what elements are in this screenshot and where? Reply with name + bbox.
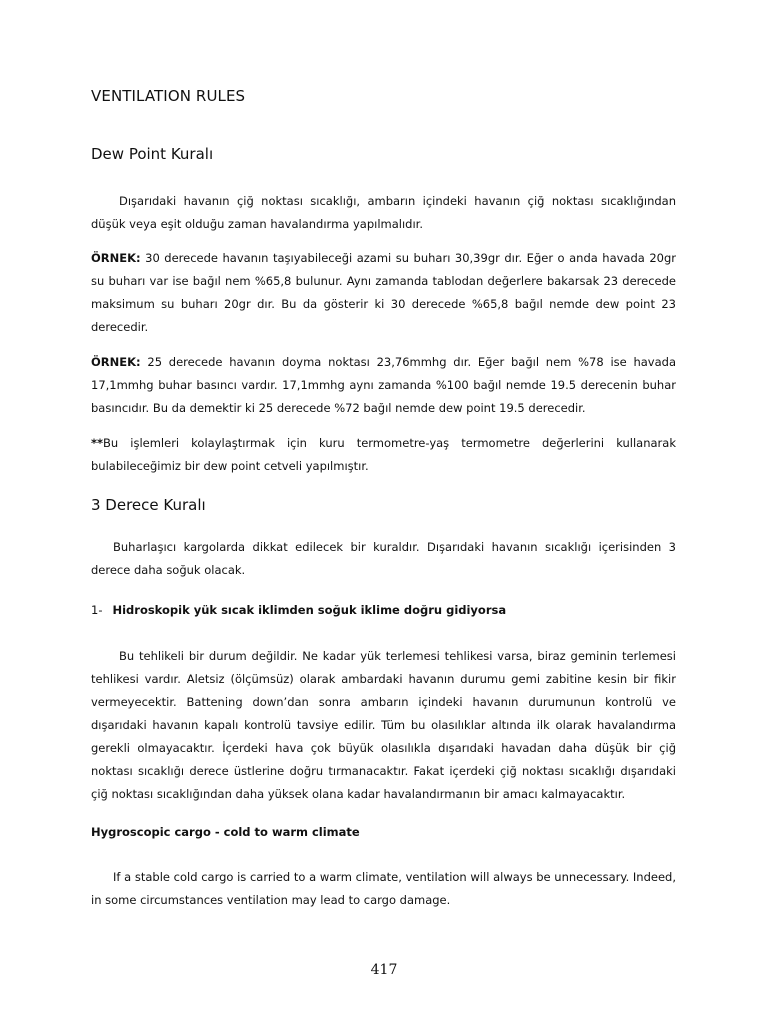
example-2-text: 25 derecede havanın doyma noktası 23,76mmhg dır. Eğer bağıl nem %78 ise havada 17,1mmhg buhar basıncı vardır. 17,1mmhg aynı zamanda %100 bağıl nemde 19.5 derecenin buhar basıncıdır. Bu da demektir ki 25 derecede %72 bağıl nemde dew point 19.5 derecedir. <box>91 355 676 415</box>
hygroscopic-warm-to-cold-paragraph: Bu tehlikeli bir durum değildir. Ne kadar yük terlemesi tehlikesi varsa, biraz geminin terlemesi tehlikesi vardır. Aletsiz (ölçümsüz) olarak ambardaki havanın durumu gemi zabitine kesin bir fikir vermeyecektir. Battening down’dan sonra ambarın içindeki havanın durumunun kontrolü ve dışarıdaki havanın kapalı kontrolü tavsiye edilir. Tüm bu olasılıklar altında ilk olarak havalandırma gerekli olmayacaktır. İçerdeki hava çok büyük olasılıkla dışarıdaki havadan daha düşük bir çiğ noktası sıcaklığı derece üstlerine doğru tırmanacaktır. Fakat içerdeki çiğ noktası sıcaklığı dışarıdaki çiğ noktası sıcaklığından daha yüksek olana kadar havalandırmanın bir amacı kalmayacaktır. <box>91 649 676 801</box>
note-text: Bu işlemleri kolaylaştırmak için kuru termometre-yaş termometre değerlerini kullanarak bulabileceğimiz bir dew point cetveli yapılmıştır. <box>91 436 676 473</box>
subheading-text: Hidroskopik yük sıcak iklimden soğuk iklime doğru gidiyorsa <box>112 603 507 617</box>
section-heading-3-degree: 3 Derece Kuralı <box>91 496 206 514</box>
section-heading-dew-point: Dew Point Kuralı <box>91 145 214 163</box>
example-2-label: ÖRNEK: <box>91 355 141 369</box>
example-2-paragraph <box>91 351 676 420</box>
subheading-hygroscopic-warm-to-cold <box>91 603 506 617</box>
note-paragraph <box>91 432 676 478</box>
hygroscopic-cold-to-warm-paragraph: If a stable cold cargo is carried to a warm climate, ventilation will always be unnecessary. Indeed, in some circumstances ventilation may lead to cargo damage. <box>91 870 676 907</box>
example-1-text: 30 derecede havanın taşıyabileceği azami su buharı 30,39gr dır. Eğer o anda havada 20gr su buharı var ise bağıl nem %65,8 bulunur. Aynı zamanda tablodan değerlere bakarsak 23 derecede maksimum su buharı 20gr dır. Bu da gösterir ki 30 derecede %65,8 bağıl nemde dew point 23 derecedir. <box>91 251 676 334</box>
dew-point-intro-paragraph: Dışarıdaki havanın çiğ noktası sıcaklığı, ambarın içindeki havanın çiğ noktası sıcaklığından düşük veya eşit olduğu zaman havalandırma yapılmalıdır. <box>91 194 676 231</box>
subheading-hygroscopic-cold-to-warm: Hygroscopic cargo - cold to warm climate <box>91 825 360 839</box>
page-number: 417 <box>370 962 398 978</box>
subheading-number: 1- <box>91 603 103 617</box>
3-degree-intro-paragraph: Buharlaşıcı kargolarda dikkat edilecek bir kuraldır. Dışarıdaki havanın sıcaklığı içerisinden 3 derece daha soğuk olacak. <box>91 540 676 577</box>
document-title: VENTILATION RULES <box>91 87 246 105</box>
example-1-paragraph <box>91 247 676 339</box>
example-1-label: ÖRNEK: <box>91 251 141 265</box>
note-prefix: ** <box>91 436 104 450</box>
